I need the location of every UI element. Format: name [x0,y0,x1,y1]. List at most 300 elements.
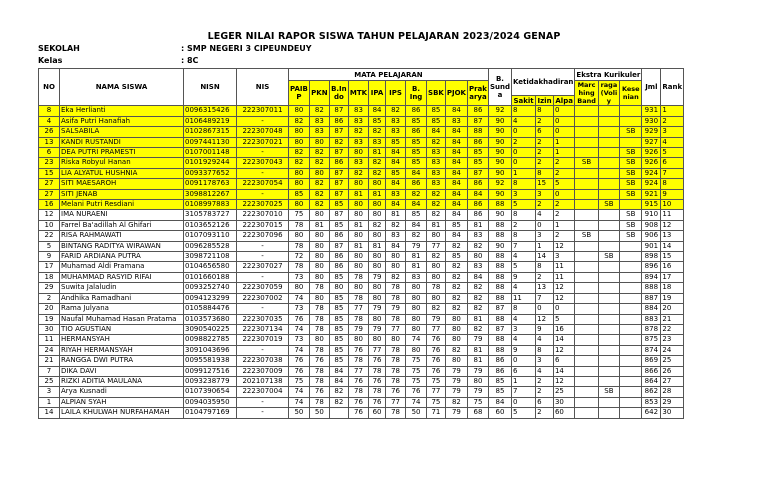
cell-marching [575,189,598,199]
cell-bindo: 82 [329,397,348,407]
cell-nisn: 0104797169 [184,408,237,418]
cell-bsunda: 88 [488,272,511,282]
cell-nis: 222307038 [237,356,289,366]
cell-rank: 7 [661,168,684,178]
cell-bindo: 84 [329,376,348,386]
cell-prakarya: 86 [467,137,488,147]
cell-sakit: 4 [511,116,535,126]
cell-marching [575,408,598,418]
cell-izin: 13 [536,283,554,293]
cell-mtk: 76 [348,408,368,418]
cell-nis: - [237,304,289,314]
cell-paibp: 78 [289,220,310,230]
cell-bsunda: 85 [488,387,511,397]
table-row [39,220,684,230]
cell-kesenian [620,387,642,397]
cell-ipa: 79 [369,272,386,282]
cell-pkn: 78 [309,304,329,314]
cell-paibp: 80 [289,106,310,116]
cell-alpa: 2 [553,231,574,241]
cell-paibp: 80 [289,283,310,293]
cell-olahraga [598,366,620,376]
cell-no: 10 [39,220,60,230]
cell-bing: 74 [406,335,427,345]
cell-rank: 20 [661,304,684,314]
cell-sakit: 3 [511,324,535,334]
cell-sbk: 78 [427,283,446,293]
cell-pjok: 82 [445,262,467,272]
cell-sakit: 4 [511,335,535,345]
cell-prakarya: 75 [467,397,488,407]
header-marching-band: Marc hing Band [575,81,598,106]
cell-kesenian [620,324,642,334]
cell-nis: - [237,241,289,251]
table-row [39,200,684,210]
table-row [39,387,684,397]
cell-pkn: 80 [309,168,329,178]
cell-ips: 81 [386,210,406,220]
cell-olahraga [598,324,620,334]
cell-rank: 28 [661,387,684,397]
cell-bindo: 82 [329,387,348,397]
cell-mtk: 83 [348,158,368,168]
cell-sbk: 80 [427,293,446,303]
cell-izin: 6 [536,127,554,137]
cell-ips: 83 [386,231,406,241]
table-row [39,210,684,220]
cell-total: 898 [642,252,661,262]
header-sbk: SBK [427,81,446,106]
cell-alpa: 0 [553,127,574,137]
cell-izin: 2 [536,137,554,147]
cell-sbk: 83 [427,179,446,189]
cell-marching [575,335,598,345]
cell-pkn: 78 [309,366,329,376]
cell-mtk: 80 [348,200,368,210]
cell-alpa: 2 [553,210,574,220]
cell-sbk: 80 [427,231,446,241]
cell-bsunda: 88 [488,200,511,210]
cell-sakit: 5 [511,262,535,272]
cell-pjok: 84 [445,148,467,158]
cell-alpa: 60 [553,408,574,418]
cell-bindo: 84 [329,366,348,376]
cell-paibp: 74 [289,324,310,334]
cell-nisn: 0093238779 [184,376,237,386]
cell-ips: 78 [386,366,406,376]
cell-rank: 15 [661,252,684,262]
cell-olahraga [598,210,620,220]
cell-ips: 82 [386,272,406,282]
cell-ipa: 80 [369,283,386,293]
cell-name: BINTANG RADITYA WIRAWAN [60,241,184,251]
cell-no: 30 [39,324,60,334]
cell-ipa: 79 [369,304,386,314]
cell-total: 853 [642,397,661,407]
cell-name: Muhamad Aldi Pramana [60,262,184,272]
cell-nis: 222307004 [237,387,289,397]
cell-total: 866 [642,366,661,376]
header-bsunda: B. Sund a [488,69,511,106]
cell-izin: 8 [536,106,554,116]
cell-bing: 82 [406,189,427,199]
cell-nisn: 3098721108 [184,252,237,262]
cell-olahraga [598,304,620,314]
cell-sakit: 6 [511,366,535,376]
cell-total: 929 [642,127,661,137]
cell-alpa: 14 [553,335,574,345]
cell-bsunda: 90 [488,189,511,199]
cell-izin: 3 [536,189,554,199]
cell-total: 906 [642,231,661,241]
cell-kesenian [620,116,642,126]
cell-alpa: 12 [553,283,574,293]
cell-kesenian: SB [620,168,642,178]
cell-pjok: 84 [445,231,467,241]
cell-name: TIO AGUSTIAN [60,324,184,334]
cell-ipa: 85 [369,116,386,126]
cell-sakit: 2 [511,220,535,230]
table-row [39,335,684,345]
cell-sakit: 4 [511,283,535,293]
cell-sakit: 3 [511,189,535,199]
table-row [39,345,684,355]
cell-ips: 78 [386,376,406,386]
cell-name: Asifa Putri Hanafiah [60,116,184,126]
cell-ips: 83 [386,127,406,137]
cell-olahraga [598,335,620,345]
cell-total: 930 [642,116,661,126]
cell-ips: 82 [386,106,406,116]
cell-rank: 29 [661,397,684,407]
cell-total: 878 [642,324,661,334]
header-kesenian: Kese nian [620,81,642,106]
cell-prakarya: 86 [467,210,488,220]
cell-sbk: 83 [427,158,446,168]
cell-prakarya: 81 [467,345,488,355]
cell-bing: 85 [406,116,427,126]
cell-nis: 222307010 [237,210,289,220]
cell-bing: 80 [406,283,427,293]
cell-nisn: 0101660188 [184,272,237,282]
cell-olahraga [598,272,620,282]
cell-pkn: 80 [309,252,329,262]
cell-rank: 26 [661,366,684,376]
cell-ips: 76 [386,387,406,397]
cell-mtk: 83 [348,137,368,147]
cell-sakit: 0 [511,397,535,407]
cell-pkn: 80 [309,137,329,147]
cell-ipa: 81 [369,241,386,251]
cell-alpa: 12 [553,241,574,251]
cell-izin: 2 [536,408,554,418]
cell-bindo: 86 [329,252,348,262]
cell-name: Riska Robyul Hanan [60,158,184,168]
cell-alpa: 5 [553,314,574,324]
header-sakit: Sakit [511,96,535,106]
cell-name: HERMANSYAH [60,335,184,345]
cell-marching [575,262,598,272]
cell-total: 910 [642,210,661,220]
cell-paibp: 78 [289,262,310,272]
cell-prakarya: 80 [467,376,488,386]
cell-marching [575,304,598,314]
cell-pjok: 82 [445,272,467,282]
table-row [39,179,684,189]
cell-pjok: 84 [445,200,467,210]
cell-paibp: 76 [289,356,310,366]
cell-bsunda: 88 [488,293,511,303]
cell-bindo: 86 [329,116,348,126]
cell-nis: 222307021 [237,137,289,147]
cell-ips: 84 [386,200,406,210]
cell-no: 27 [39,189,60,199]
cell-sakit: 4 [511,252,535,262]
cell-name: LIA ALYATUL HUSHNIA [60,168,184,178]
cell-pkn: 78 [309,345,329,355]
cell-no: 21 [39,356,60,366]
cell-total: 862 [642,387,661,397]
cell-prakarya: 83 [467,262,488,272]
cell-kesenian: SB [620,189,642,199]
cell-ipa: 80 [369,200,386,210]
cell-mtk: 76 [348,345,368,355]
cell-ipa: 82 [369,158,386,168]
cell-kesenian: SB [620,127,642,137]
cell-paibp: 82 [289,158,310,168]
cell-nisn: 3105783727 [184,210,237,220]
cell-bindo: 80 [329,283,348,293]
cell-marching [575,272,598,282]
header-ips: IPS [386,81,406,106]
cell-marching [575,106,598,116]
cell-prakarya: 68 [467,408,488,418]
cell-no: 17 [39,262,60,272]
cell-olahraga [598,116,620,126]
cell-bing: 75 [406,376,427,386]
cell-total: 642 [642,408,661,418]
cell-izin: 0 [536,304,554,314]
cell-sbk: 82 [427,200,446,210]
cell-alpa: 11 [553,272,574,282]
cell-paibp: 74 [289,345,310,355]
grade-ledger-table [38,68,684,419]
cell-sakit: 0 [511,158,535,168]
cell-sakit: 8 [511,304,535,314]
cell-sbk: 82 [427,210,446,220]
cell-no: 12 [39,210,60,220]
cell-sakit: 8 [511,179,535,189]
cell-sbk: 76 [427,345,446,355]
cell-total: 883 [642,314,661,324]
header-rank: Rank [661,69,684,106]
cell-nisn: 0107001148 [184,148,237,158]
cell-prakarya: 82 [467,293,488,303]
cell-bsunda: 86 [488,356,511,366]
cell-bsunda: 88 [488,262,511,272]
cell-nisn: 3090540225 [184,324,237,334]
table-row [39,106,684,116]
cell-ipa: 76 [369,376,386,386]
cell-bindo: 86 [329,158,348,168]
cell-bing: 85 [406,210,427,220]
cell-alpa: 1 [553,148,574,158]
cell-mtk: 78 [348,314,368,324]
cell-sbk: 82 [427,304,446,314]
cell-marching [575,220,598,230]
cell-pkn: 80 [309,210,329,220]
cell-paibp: 80 [289,179,310,189]
cell-bsunda: 90 [488,148,511,158]
cell-nisn: 0093377652 [184,168,237,178]
cell-bsunda: 88 [488,283,511,293]
cell-bing: 81 [406,262,427,272]
cell-ipa: 82 [369,168,386,178]
cell-sbk: 82 [427,252,446,262]
cell-izin: 2 [536,387,554,397]
cell-rank: 22 [661,324,684,334]
cell-sbk: 77 [427,241,446,251]
cell-pkn: 82 [309,200,329,210]
cell-mtk: 80 [348,148,368,158]
cell-kesenian [620,262,642,272]
cell-total: 874 [642,345,661,355]
cell-pjok: 79 [445,366,467,376]
cell-sbk: 76 [427,335,446,345]
header-prakarya: Prak arya [467,81,488,106]
cell-mtk: 80 [348,210,368,220]
cell-marching [575,116,598,126]
cell-total: 931 [642,106,661,116]
cell-paibp: 82 [289,148,310,158]
table-row [39,408,684,418]
cell-ips: 84 [386,241,406,251]
cell-rank: 2 [661,116,684,126]
cell-paibp: 76 [289,314,310,324]
cell-nis: 222307054 [237,179,289,189]
cell-izin: 2 [536,272,554,282]
cell-mtk: 78 [348,272,368,282]
school-row [38,44,312,53]
cell-marching [575,397,598,407]
cell-izin: 1 [536,241,554,251]
cell-bindo: 85 [329,335,348,345]
cell-rank: 1 [661,106,684,116]
cell-nis: 222307043 [237,158,289,168]
cell-no: 25 [39,376,60,386]
cell-total: 926 [642,148,661,158]
cell-sakit: 0 [511,127,535,137]
cell-pjok: 80 [445,356,467,366]
cell-alpa: 12 [553,376,574,386]
cell-mtk: 80 [348,262,368,272]
cell-kesenian [620,137,642,147]
table-row [39,272,684,282]
cell-mtk: 83 [348,116,368,126]
cell-no: 23 [39,158,60,168]
cell-bindo: 85 [329,220,348,230]
cell-ips: 85 [386,168,406,178]
cell-ipa: 80 [369,252,386,262]
cell-pjok: 79 [445,408,467,418]
cell-no: 15 [39,168,60,178]
cell-olahraga [598,231,620,241]
cell-pjok: 84 [445,137,467,147]
cell-pjok: 83 [445,116,467,126]
cell-no: 6 [39,148,60,158]
cell-nis: 222307011 [237,106,289,116]
cell-total: 908 [642,220,661,230]
table-row [39,252,684,262]
cell-no: 13 [39,137,60,147]
cell-nisn: 0099127516 [184,366,237,376]
cell-total: 887 [642,293,661,303]
cell-izin: 8 [536,345,554,355]
cell-bsunda: 92 [488,179,511,189]
cell-nisn: 0108997883 [184,200,237,210]
cell-name: Farrel Ba'adillah Al Ghifari [60,220,184,230]
cell-mtk: 80 [348,283,368,293]
cell-ipa: 80 [369,210,386,220]
cell-ipa: 81 [369,189,386,199]
cell-nisn: 0107390654 [184,387,237,397]
cell-ipa: 82 [369,127,386,137]
cell-mtk: 76 [348,397,368,407]
cell-kesenian [620,106,642,116]
cell-nis: - [237,345,289,355]
cell-prakarya: 80 [467,252,488,262]
cell-alpa: 12 [553,345,574,355]
cell-bsunda: 90 [488,116,511,126]
cell-bing: 75 [406,356,427,366]
cell-olahraga: SB [598,200,620,210]
cell-nisn: 0096285528 [184,241,237,251]
cell-bing: 80 [406,345,427,355]
cell-pkn: 80 [309,335,329,345]
cell-kesenian [620,241,642,251]
cell-rank: 4 [661,137,684,147]
cell-no: 2 [39,293,60,303]
table-row [39,116,684,126]
table-row [39,366,684,376]
cell-bindo: 87 [329,148,348,158]
cell-paibp: 80 [289,200,310,210]
cell-izin: 2 [536,200,554,210]
cell-nisn: 0098822785 [184,335,237,345]
cell-prakarya: 81 [467,220,488,230]
cell-pkn: 50 [309,408,329,418]
cell-olahraga [598,262,620,272]
cell-name: FARID ARDIANA PUTRA [60,252,184,262]
cell-total: 901 [642,241,661,251]
cell-sbk: 81 [427,220,446,230]
cell-kesenian [620,376,642,386]
cell-no: 18 [39,272,60,282]
cell-pkn: 76 [309,356,329,366]
cell-prakarya: 83 [467,231,488,241]
cell-nisn: 0103652126 [184,220,237,230]
cell-olahraga [598,356,620,366]
cell-nis: 222307025 [237,200,289,210]
cell-bsunda: 85 [488,376,511,386]
cell-nis: - [237,408,289,418]
cell-pjok: 84 [445,158,467,168]
cell-bsunda: 87 [488,324,511,334]
cell-name: RISA RAHMAWATI [60,231,184,241]
cell-bing: 82 [406,231,427,241]
cell-no: 4 [39,116,60,126]
cell-nis: - [237,397,289,407]
